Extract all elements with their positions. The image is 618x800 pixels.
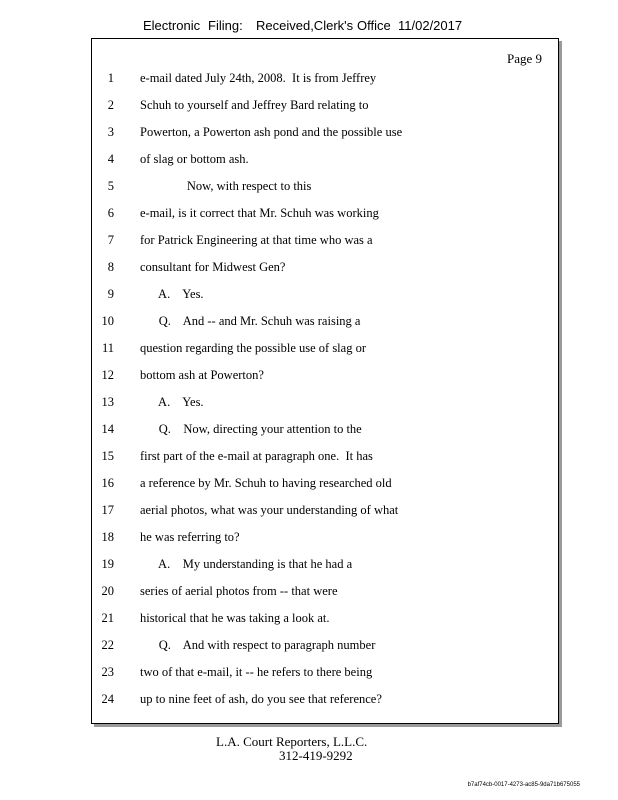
transcript-line (92, 638, 558, 658)
line-text: first part of the e-mail at paragraph one. It has (140, 449, 373, 463)
transcript-line (92, 503, 558, 523)
transcript-line (92, 287, 558, 307)
transcript-line (92, 179, 558, 199)
line-text: Q. And with respect to paragraph number (140, 638, 376, 652)
line-text: bottom ash at Powerton? (140, 368, 264, 382)
line-number: 1 (107, 71, 114, 85)
transcript-line (92, 692, 558, 712)
reporter-phone: 312-419-9292 (279, 748, 353, 763)
header-office: Office (357, 18, 391, 33)
header-filing: Filing: (208, 18, 243, 33)
line-number: 24 (101, 692, 114, 706)
transcript-line (92, 233, 558, 253)
transcript-line (92, 395, 558, 415)
line-text: question regarding the possible use of slag or (140, 341, 366, 355)
line-number: 6 (107, 206, 114, 220)
page-number: Page 9 (506, 51, 542, 66)
transcript-line (92, 152, 558, 172)
line-number: 23 (101, 665, 114, 679)
line-text: Powerton, a Powerton ash pond and the possible use (140, 125, 403, 139)
transcript-line (92, 476, 558, 496)
line-text: e-mail, is it correct that Mr. Schuh was working (140, 206, 379, 220)
transcript-line (92, 314, 558, 334)
transcript-line (92, 71, 558, 91)
line-text: he was referring to? (140, 530, 240, 544)
line-text: A. My understanding is that he had a (140, 557, 353, 571)
line-number: 15 (101, 449, 114, 463)
transcript-line (92, 611, 558, 631)
transcript-line (92, 584, 558, 604)
line-text: for Patrick Engineering at that time who was a (140, 233, 373, 247)
line-number: 10 (101, 314, 114, 328)
transcript-line (92, 341, 558, 361)
header-electronic: Electronic (143, 18, 201, 33)
line-text: Q. Now, directing your attention to the (140, 422, 362, 436)
transcript-page (91, 38, 559, 724)
line-text: two of that e-mail, it -- he refers to there being (140, 665, 373, 679)
line-number: 7 (107, 233, 114, 247)
line-number: 14 (101, 422, 114, 436)
line-number: 20 (101, 584, 114, 598)
transcript-line (92, 449, 558, 469)
transcript-line (92, 98, 558, 118)
line-number: 19 (101, 557, 114, 571)
line-text: Schuh to yourself and Jeffrey Bard relating to (140, 98, 369, 112)
transcript-line (92, 665, 558, 685)
line-number: 3 (107, 125, 114, 139)
line-number: 8 (107, 260, 114, 274)
transcript-line (92, 206, 558, 226)
transcript-line (92, 530, 558, 550)
transcript-line (92, 557, 558, 577)
line-number: 16 (101, 476, 114, 490)
line-text: of slag or bottom ash. (140, 152, 249, 166)
reporter-company: L.A. Court Reporters, L.L.C. (216, 734, 368, 749)
line-number: 12 (101, 368, 114, 382)
line-text: a reference by Mr. Schuh to having researched old (140, 476, 392, 490)
line-text: A. Yes. (140, 395, 204, 409)
transcript-line (92, 260, 558, 280)
header-date: 11/02/2017 (398, 18, 463, 33)
transcript-line (92, 368, 558, 388)
line-text: Q. And -- and Mr. Schuh was raising a (140, 314, 361, 328)
line-text: e-mail dated July 24th, 2008. It is from Jeffrey (140, 71, 377, 85)
line-text: aerial photos, what was your understanding of what (140, 503, 399, 517)
transcript-line (92, 422, 558, 442)
transcript-line (92, 125, 558, 145)
line-text: series of aerial photos from -- that were (140, 584, 338, 598)
line-number: 9 (107, 287, 114, 301)
line-text: consultant for Midwest Gen? (140, 260, 286, 274)
header-received: Received,Clerk's (256, 18, 354, 33)
line-number: 13 (101, 395, 114, 409)
line-number: 2 (107, 98, 114, 112)
document-hash: b7af74cb-0017-4273-ac85-9da71b675055 (467, 782, 580, 788)
line-text: A. Yes. (140, 287, 204, 301)
line-number: 21 (101, 611, 114, 625)
line-number: 22 (101, 638, 114, 652)
line-text: Now, with respect to this (140, 179, 312, 193)
line-number: 5 (107, 179, 114, 193)
line-number: 18 (101, 530, 114, 544)
line-text: historical that he was taking a look at. (140, 611, 330, 625)
line-number: 17 (101, 503, 114, 517)
line-number: 4 (107, 152, 114, 166)
line-text: up to nine feet of ash, do you see that reference? (140, 692, 382, 706)
line-number: 11 (101, 341, 114, 355)
filing-header (0, 18, 618, 38)
